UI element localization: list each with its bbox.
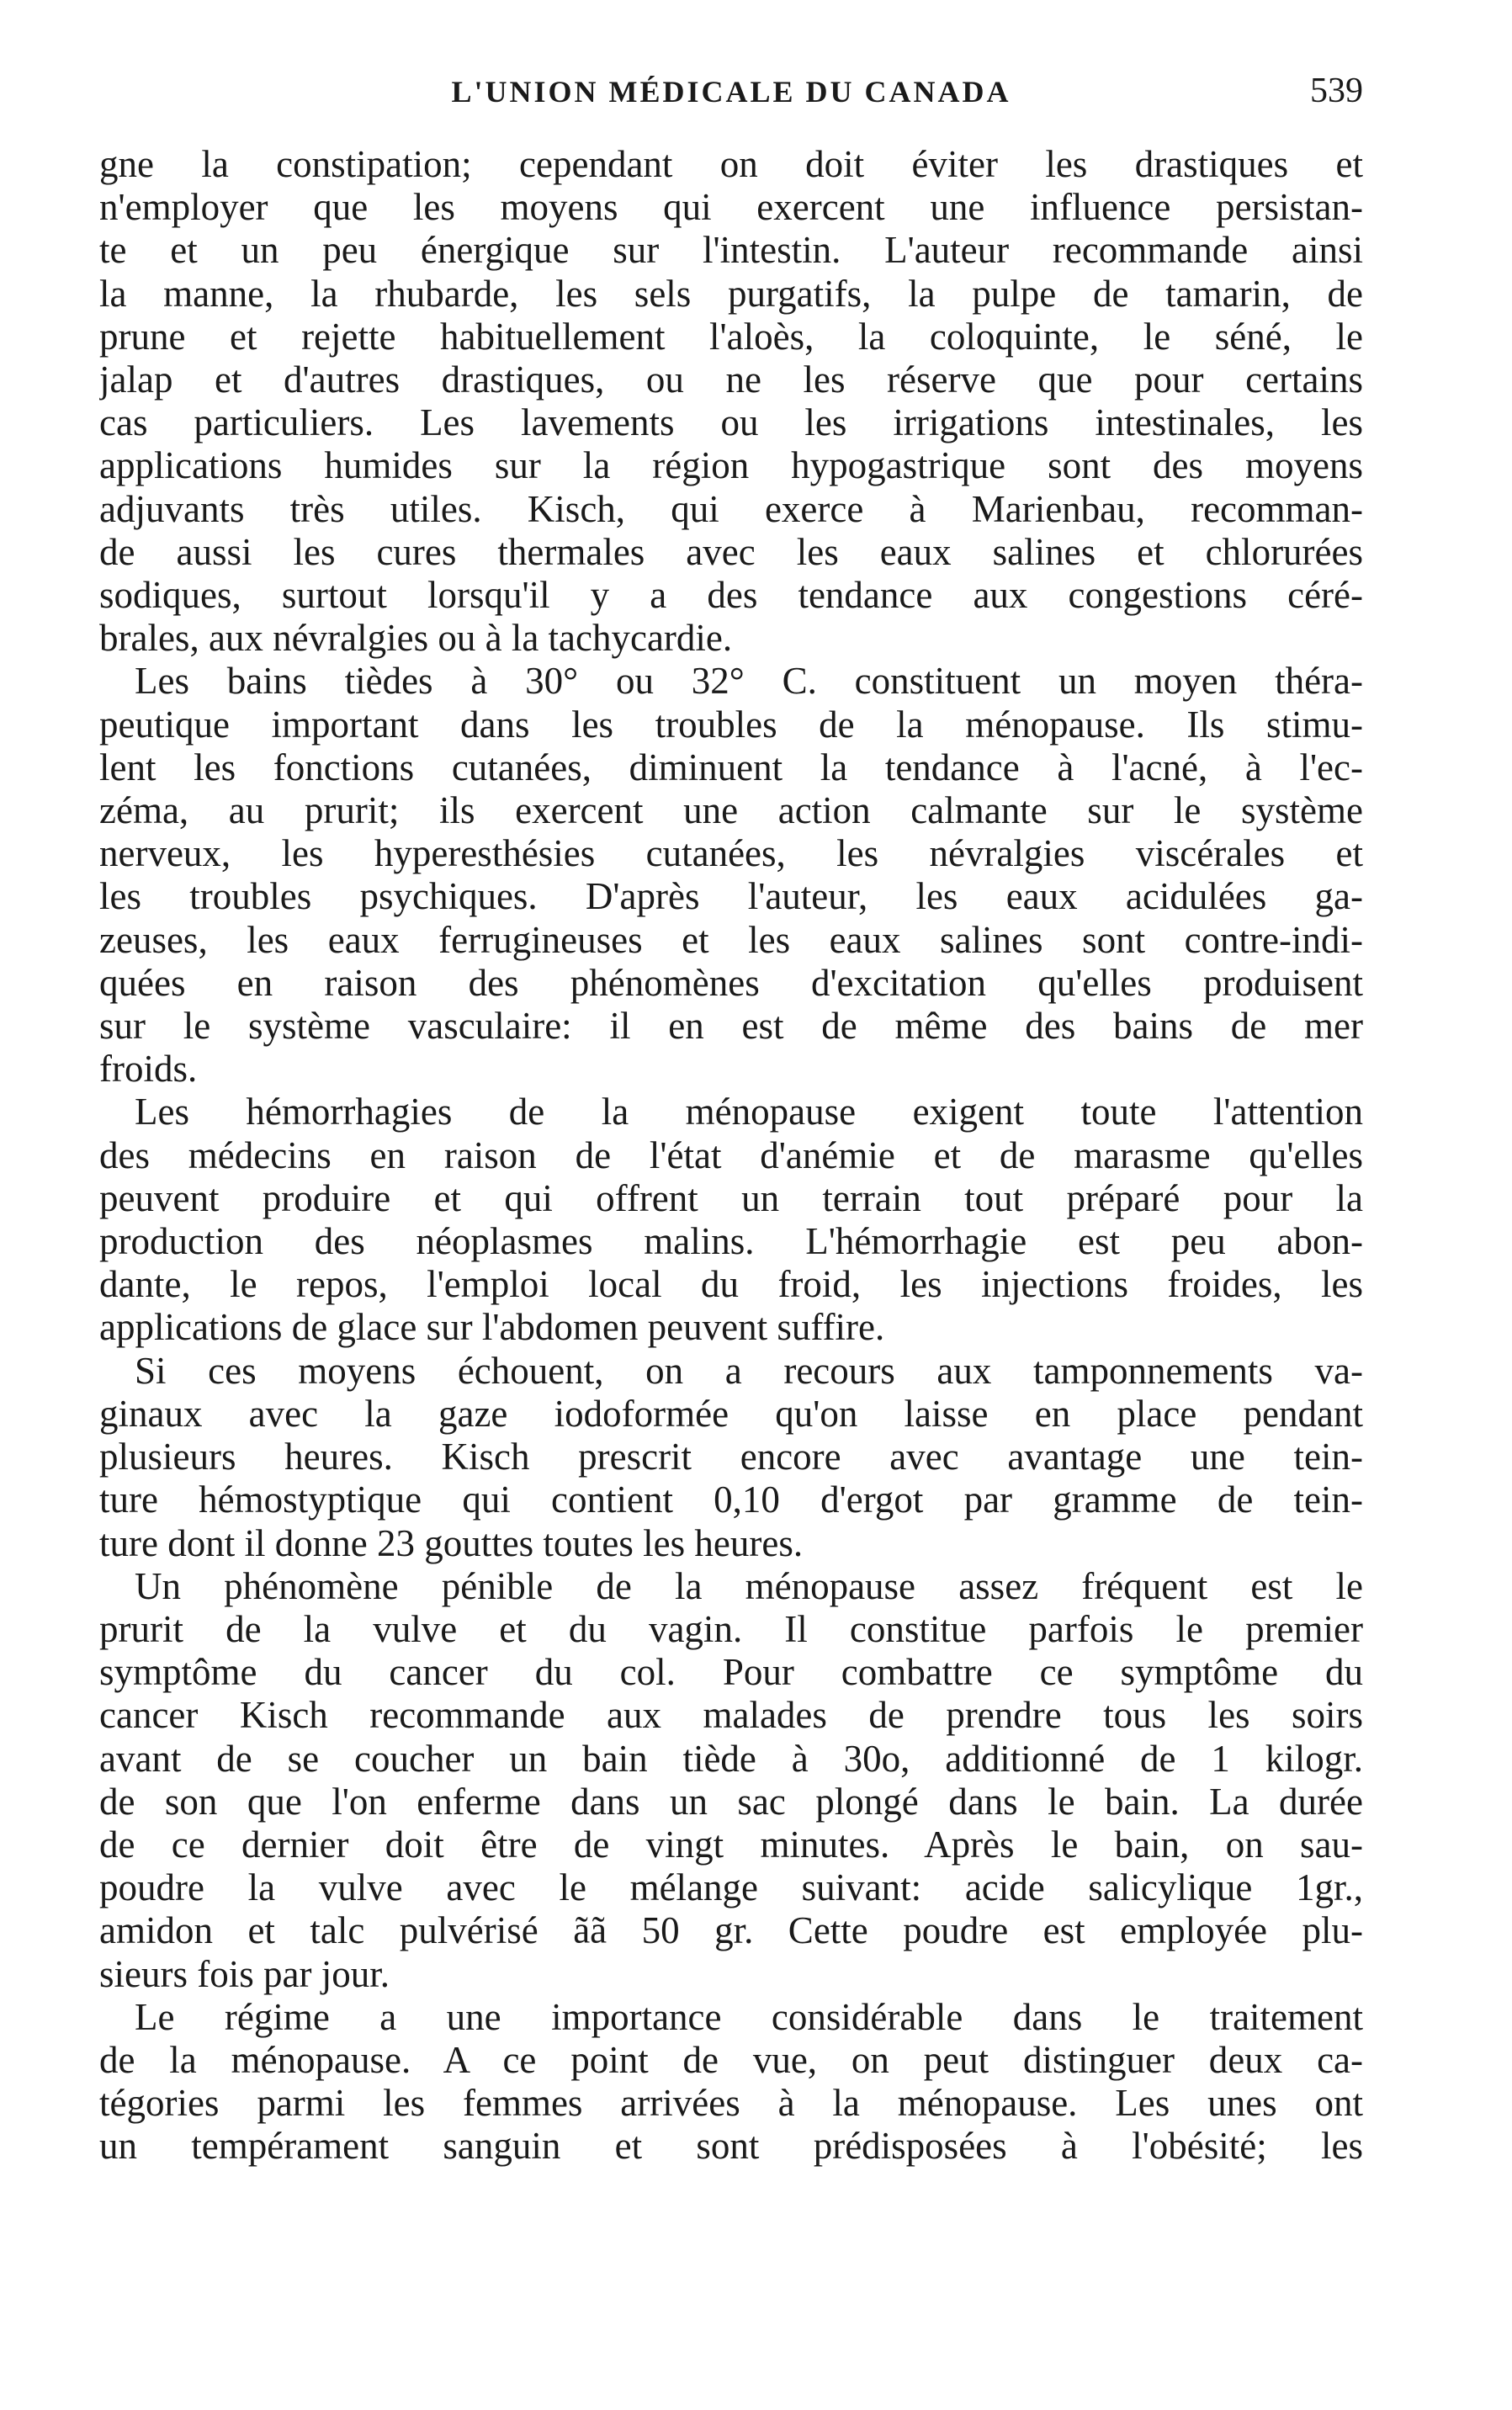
text-line: Un phénomène pénible de la ménopause assez fréquent est le xyxy=(135,1564,1363,1607)
text-line: Les bains tièdes à 30° ou 32° C. constituent un moyen théra- xyxy=(135,660,1363,703)
text-line: production des néoplasmes malins. L'hémorrhagie est peu abon- xyxy=(99,1220,1363,1263)
text-line: sur le système vasculaire: il en est de même des bains de mer xyxy=(99,1005,1363,1048)
paragraph xyxy=(99,1350,1363,1565)
text-line: ginaux avec la gaze iodoformée qu'on laisse en place pendant xyxy=(99,1392,1363,1435)
paragraph xyxy=(99,660,1363,1091)
text-line: cancer Kisch recommande aux malades de prendre tous les soirs xyxy=(99,1694,1363,1737)
text-line: ture dont il donne 23 gouttes toutes les heures. xyxy=(99,1521,804,1564)
paragraph xyxy=(99,1091,1363,1349)
body-text xyxy=(99,143,1363,2168)
text-line: un tempérament sanguin et sont prédisposées à l'obésité; les xyxy=(99,2125,1363,2168)
text-line: dante, le repos, l'emploi local du froid, les injections froides, les xyxy=(99,1263,1363,1306)
text-line: n'employer que les moyens qui exercent une influence persistan- xyxy=(99,186,1363,229)
text-line: symptôme du cancer du col. Pour combattre ce symptôme du xyxy=(99,1651,1363,1694)
text-line: de ce dernier doit être de vingt minutes. Après le bain, on sau- xyxy=(99,1823,1363,1866)
text-line: froids. xyxy=(99,1048,198,1091)
text-line: les troubles psychiques. D'après l'auteur, les eaux acidulées ga- xyxy=(99,875,1363,918)
text-line: tégories parmi les femmes arrivées à la ménopause. Les unes ont xyxy=(99,2082,1363,2125)
paragraph xyxy=(99,143,1363,660)
text-line: de la ménopause. A ce point de vue, on peut distinguer deux ca- xyxy=(99,2038,1363,2081)
text-line: ture hémostyptique qui contient 0,10 d'ergot par gramme de tein- xyxy=(99,1478,1363,1521)
text-line: de son que l'on enferme dans un sac plongé dans le bain. La durée xyxy=(99,1780,1363,1823)
text-line: prurit de la vulve et du vagin. Il constitue parfois le premier xyxy=(99,1607,1363,1650)
text-line: peuvent produire et qui offrent un terrain tout préparé pour la xyxy=(99,1176,1363,1219)
text-line: amidon et talc pulvérisé ãã 50 gr. Cette poudre est employée plu- xyxy=(99,1909,1363,1952)
text-line: jalap et d'autres drastiques, ou ne les réserve que pour certains xyxy=(99,358,1363,401)
text-line: te et un peu énergique sur l'intestin. L'auteur recommande ainsi xyxy=(99,229,1363,272)
running-head xyxy=(99,74,1363,125)
text-line: sodiques, surtout lorsqu'il y a des tendance aux congestions céré- xyxy=(99,574,1363,617)
text-line: Si ces moyens échouent, on a recours aux tamponnements va- xyxy=(135,1349,1363,1392)
text-line: des médecins en raison de l'état d'anémie et de marasme qu'elles xyxy=(99,1133,1363,1176)
running-title: L'UNION MÉDICALE DU CANADA xyxy=(451,75,1011,109)
text-line: Le régime a une importance considérable dans le traitement xyxy=(135,1995,1363,2038)
text-line: lent les fonctions cutanées, diminuent la tendance à l'acné, à l'ec- xyxy=(99,746,1363,788)
text-line: applications humides sur la région hypogastrique sont des moyens xyxy=(99,444,1363,487)
text-line: de aussi les cures thermales avec les eaux salines et chlorurées xyxy=(99,530,1363,573)
text-line: quées en raison des phénomènes d'excitation qu'elles produisent xyxy=(99,961,1363,1004)
text-line: prune et rejette habituellement l'aloès, la coloquinte, le séné, le xyxy=(99,315,1363,358)
text-line: zéma, au prurit; ils exercent une action calmante sur le système xyxy=(99,789,1363,832)
text-line: la manne, la rhubarde, les sels purgatifs, la pulpe de tamarin, de xyxy=(99,272,1363,315)
paragraph xyxy=(99,1996,1363,2168)
text-line: Les hémorrhagies de la ménopause exigent toute l'attention xyxy=(135,1091,1363,1133)
text-line: poudre la vulve avec le mélange suivant: acide salicylique 1gr., xyxy=(99,1866,1363,1909)
text-line: plusieurs heures. Kisch prescrit encore avec avantage une tein- xyxy=(99,1436,1363,1478)
page-number: 539 xyxy=(1310,72,1363,110)
text-line: peutique important dans les troubles de la ménopause. Ils stimu- xyxy=(99,703,1363,746)
paragraph xyxy=(99,1565,1363,1996)
text-line: gne la constipation; cependant on doit éviter les drastiques et xyxy=(99,143,1363,185)
text-line: sieurs fois par jour. xyxy=(99,1952,390,1995)
text-line: brales, aux névralgies ou à la tachycardie. xyxy=(99,617,733,660)
text-line: adjuvants très utiles. Kisch, qui exerce à Marienbau, recomman- xyxy=(99,487,1363,530)
text-line: nerveux, les hyperesthésies cutanées, les névralgies viscérales et xyxy=(99,832,1363,875)
text-line: zeuses, les eaux ferrugineuses et les eaux salines sont contre-indi- xyxy=(99,918,1363,961)
text-line: avant de se coucher un bain tiède à 30o, additionné de 1 kilogr. xyxy=(99,1737,1363,1780)
text-line: applications de glace sur l'abdomen peuvent suffire. xyxy=(99,1306,885,1349)
text-line: cas particuliers. Les lavements ou les irrigations intestinales, les xyxy=(99,401,1363,444)
